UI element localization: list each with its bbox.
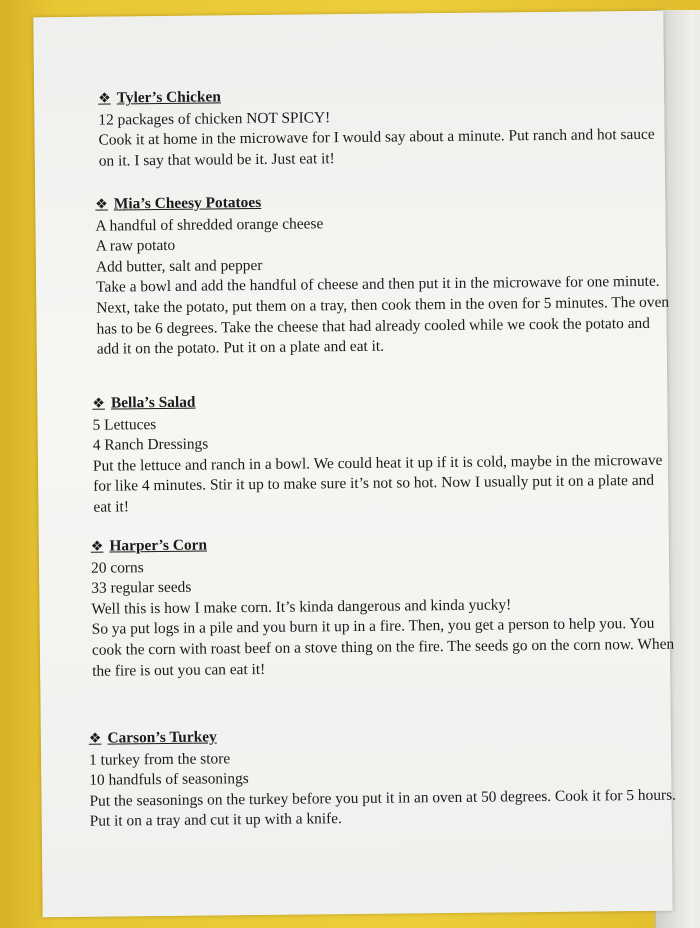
ingredient: A raw potato: [95, 237, 176, 255]
ingredient: Well this is how I make corn. It’s kinda dangerous and kinda yucky!: [91, 596, 512, 618]
bullet-diamond-icon: ❖: [95, 197, 108, 213]
ingredient: 12 packages of chicken NOT SPICY!: [98, 108, 331, 129]
ingredient: 5 Lettuces: [92, 415, 157, 434]
recipe-title-text: Bella’s Salad: [110, 393, 196, 412]
bullet-diamond-icon: ❖: [98, 91, 111, 107]
bullet-diamond-icon: ❖: [92, 396, 106, 412]
ingredient: 33 regular seeds: [91, 578, 192, 597]
instructions: So ya put logs in a pile and you burn it up in a fire. Then, you get a person to help you. You cook the corn with roast beef on a stove thing on the fire. The seeds go on the corn now. When the fire is out you can eat it!: [91, 615, 675, 680]
recipe-bellas-salad: [92, 388, 671, 519]
recipe-title-text: Tyler’s Chicken: [116, 88, 221, 107]
ingredient: 10 handfuls of seasonings: [89, 770, 249, 789]
bullet-diamond-icon: ❖: [88, 731, 102, 747]
recipe-title-text: Harper’s Corn: [109, 536, 208, 555]
recipe-page: [33, 11, 677, 918]
instructions: Put the lettuce and ranch in a bowl. We could heat it up if it is cold, maybe in the microwave for like 4 minutes. Stir it up to make sure it’s not so hot. Now I usually put it on a plate and eat it!: [92, 451, 663, 516]
recipe-harpers-corn: [91, 531, 680, 682]
ingredient: Add butter, salt and pepper: [95, 256, 263, 276]
ingredient: A handful of shredded orange cheese: [95, 214, 324, 235]
bullet-diamond-icon: ❖: [90, 539, 104, 555]
instructions: Put the seasonings on the turkey before you put it in an oven at 50 degrees. Cook it for 5 hours. Put it on a tray and cut it up with a knife.: [89, 786, 677, 831]
recipe-title-text: Carson’s Turkey: [107, 728, 217, 747]
ingredient: 1 turkey from the store: [88, 749, 231, 769]
instructions: Take a bowl and add the handful of cheese and then put it in the microwave for one minute. Next, take the potato, put them on a tray, then cook them in the oven for 5 minutes. The oven has to be 6 degrees. Take the cheese that had already cooled while we cook the potato and add it on the potato. Put it on a plate and eat it.: [96, 273, 670, 358]
ingredient: 4 Ranch Dressings: [92, 435, 209, 454]
instructions: Cook it at home in the microwave for I would say about a minute. Put ranch and hot sauce on it. I say that would be it. Just eat it!: [98, 126, 655, 170]
recipe-title-text: Mia’s Cheesy Potatoes: [113, 193, 262, 213]
recipe-carsons-turkey: [89, 723, 680, 833]
ingredient: 20 corns: [90, 558, 144, 577]
recipe-tylers-chicken: [98, 83, 659, 172]
recipe-mias-cheesy-potatoes: [95, 189, 672, 361]
